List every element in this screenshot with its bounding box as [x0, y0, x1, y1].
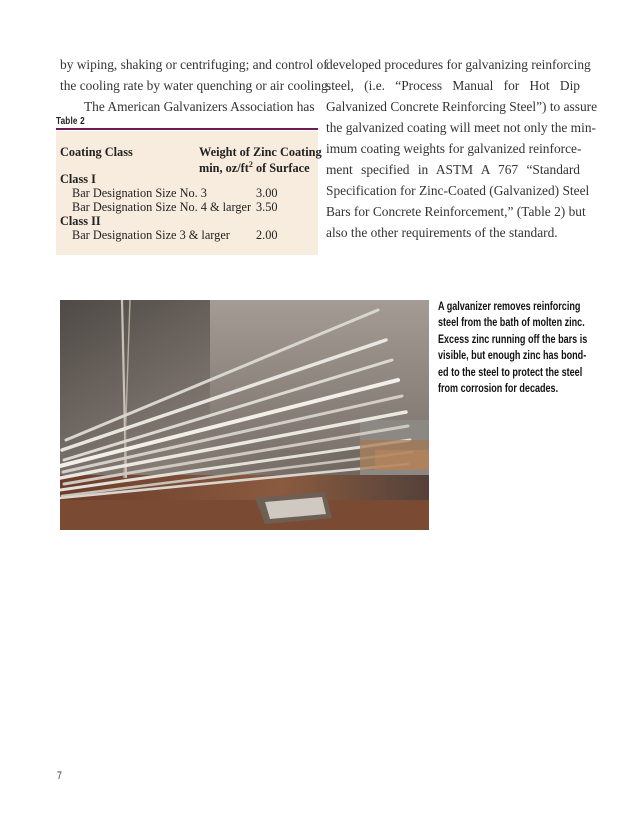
table-header-coating-class: Coating Class [60, 145, 133, 159]
page-number: 7 [57, 770, 62, 782]
table-row-value: 2.00 [256, 228, 278, 242]
text-line: also the other requirements of the standard. [326, 225, 558, 240]
text-line: Specification for Zinc-Coated (Galvanized) Steel [326, 183, 590, 198]
caption-line: A galvanizer removes reinforcing [438, 300, 581, 313]
caption-line: visible, but enough zinc has bond- [438, 349, 587, 363]
text-line: Galvanized Concrete Reinforcing Steel”) to assure [326, 99, 598, 114]
table-header-weight: Weight of Zinc Coating [199, 145, 322, 159]
units-text: min, oz/ft [199, 161, 249, 176]
table-row-value: 3.00 [256, 186, 278, 200]
caption-line: from corrosion for decades. [438, 382, 559, 396]
table-rule [56, 128, 318, 130]
caption-line: ed to the steel to protect the steel [438, 365, 583, 379]
text-line: imum coating weights for galvanized reinforce- [326, 141, 582, 156]
units-superscript: 2 [248, 160, 253, 169]
text-line: the galvanized coating will meet not only the min- [326, 120, 596, 135]
table-class-heading: Class I [60, 172, 96, 186]
table-row-label: Bar Designation Size No. 4 & larger [72, 200, 252, 214]
text-line: steel, (i.e. “Process Manual for Hot Dip [326, 78, 580, 93]
units-suffix: of Surface [252, 161, 310, 176]
right-column-text [326, 54, 598, 243]
table-row-label: Bar Designation Size No. 3 [72, 186, 207, 200]
coating-table [56, 131, 322, 255]
text-line: the cooling rate by water quenching or air cooling. [60, 78, 332, 93]
table-class-heading: Class II [60, 214, 101, 228]
left-column-text [60, 54, 332, 117]
text-line: by wiping, shaking or centrifuging; and control of [60, 57, 328, 72]
text-line: developed procedures for galvanizing reinforcing [326, 57, 591, 72]
table-label: Table 2 [56, 116, 85, 127]
text-line: Bars for Concrete Reinforcement,” (Table 2) but [326, 204, 586, 219]
galvanized-rebar-image [60, 300, 429, 530]
caption-line: Excess zinc running off the bars is [438, 332, 588, 346]
text-line: ment specified in ASTM A 767 “Standard [326, 162, 580, 177]
table-header-units [199, 158, 309, 175]
galvanizing-photo [60, 300, 429, 530]
table-row-label: Bar Designation Size 3 & larger [72, 228, 230, 242]
caption-line: steel from the bath of molten zinc. [438, 316, 585, 330]
table-row-value: 3.50 [256, 200, 278, 214]
photo-caption [438, 299, 588, 397]
text-line: The American Galvanizers Association has [84, 99, 315, 114]
